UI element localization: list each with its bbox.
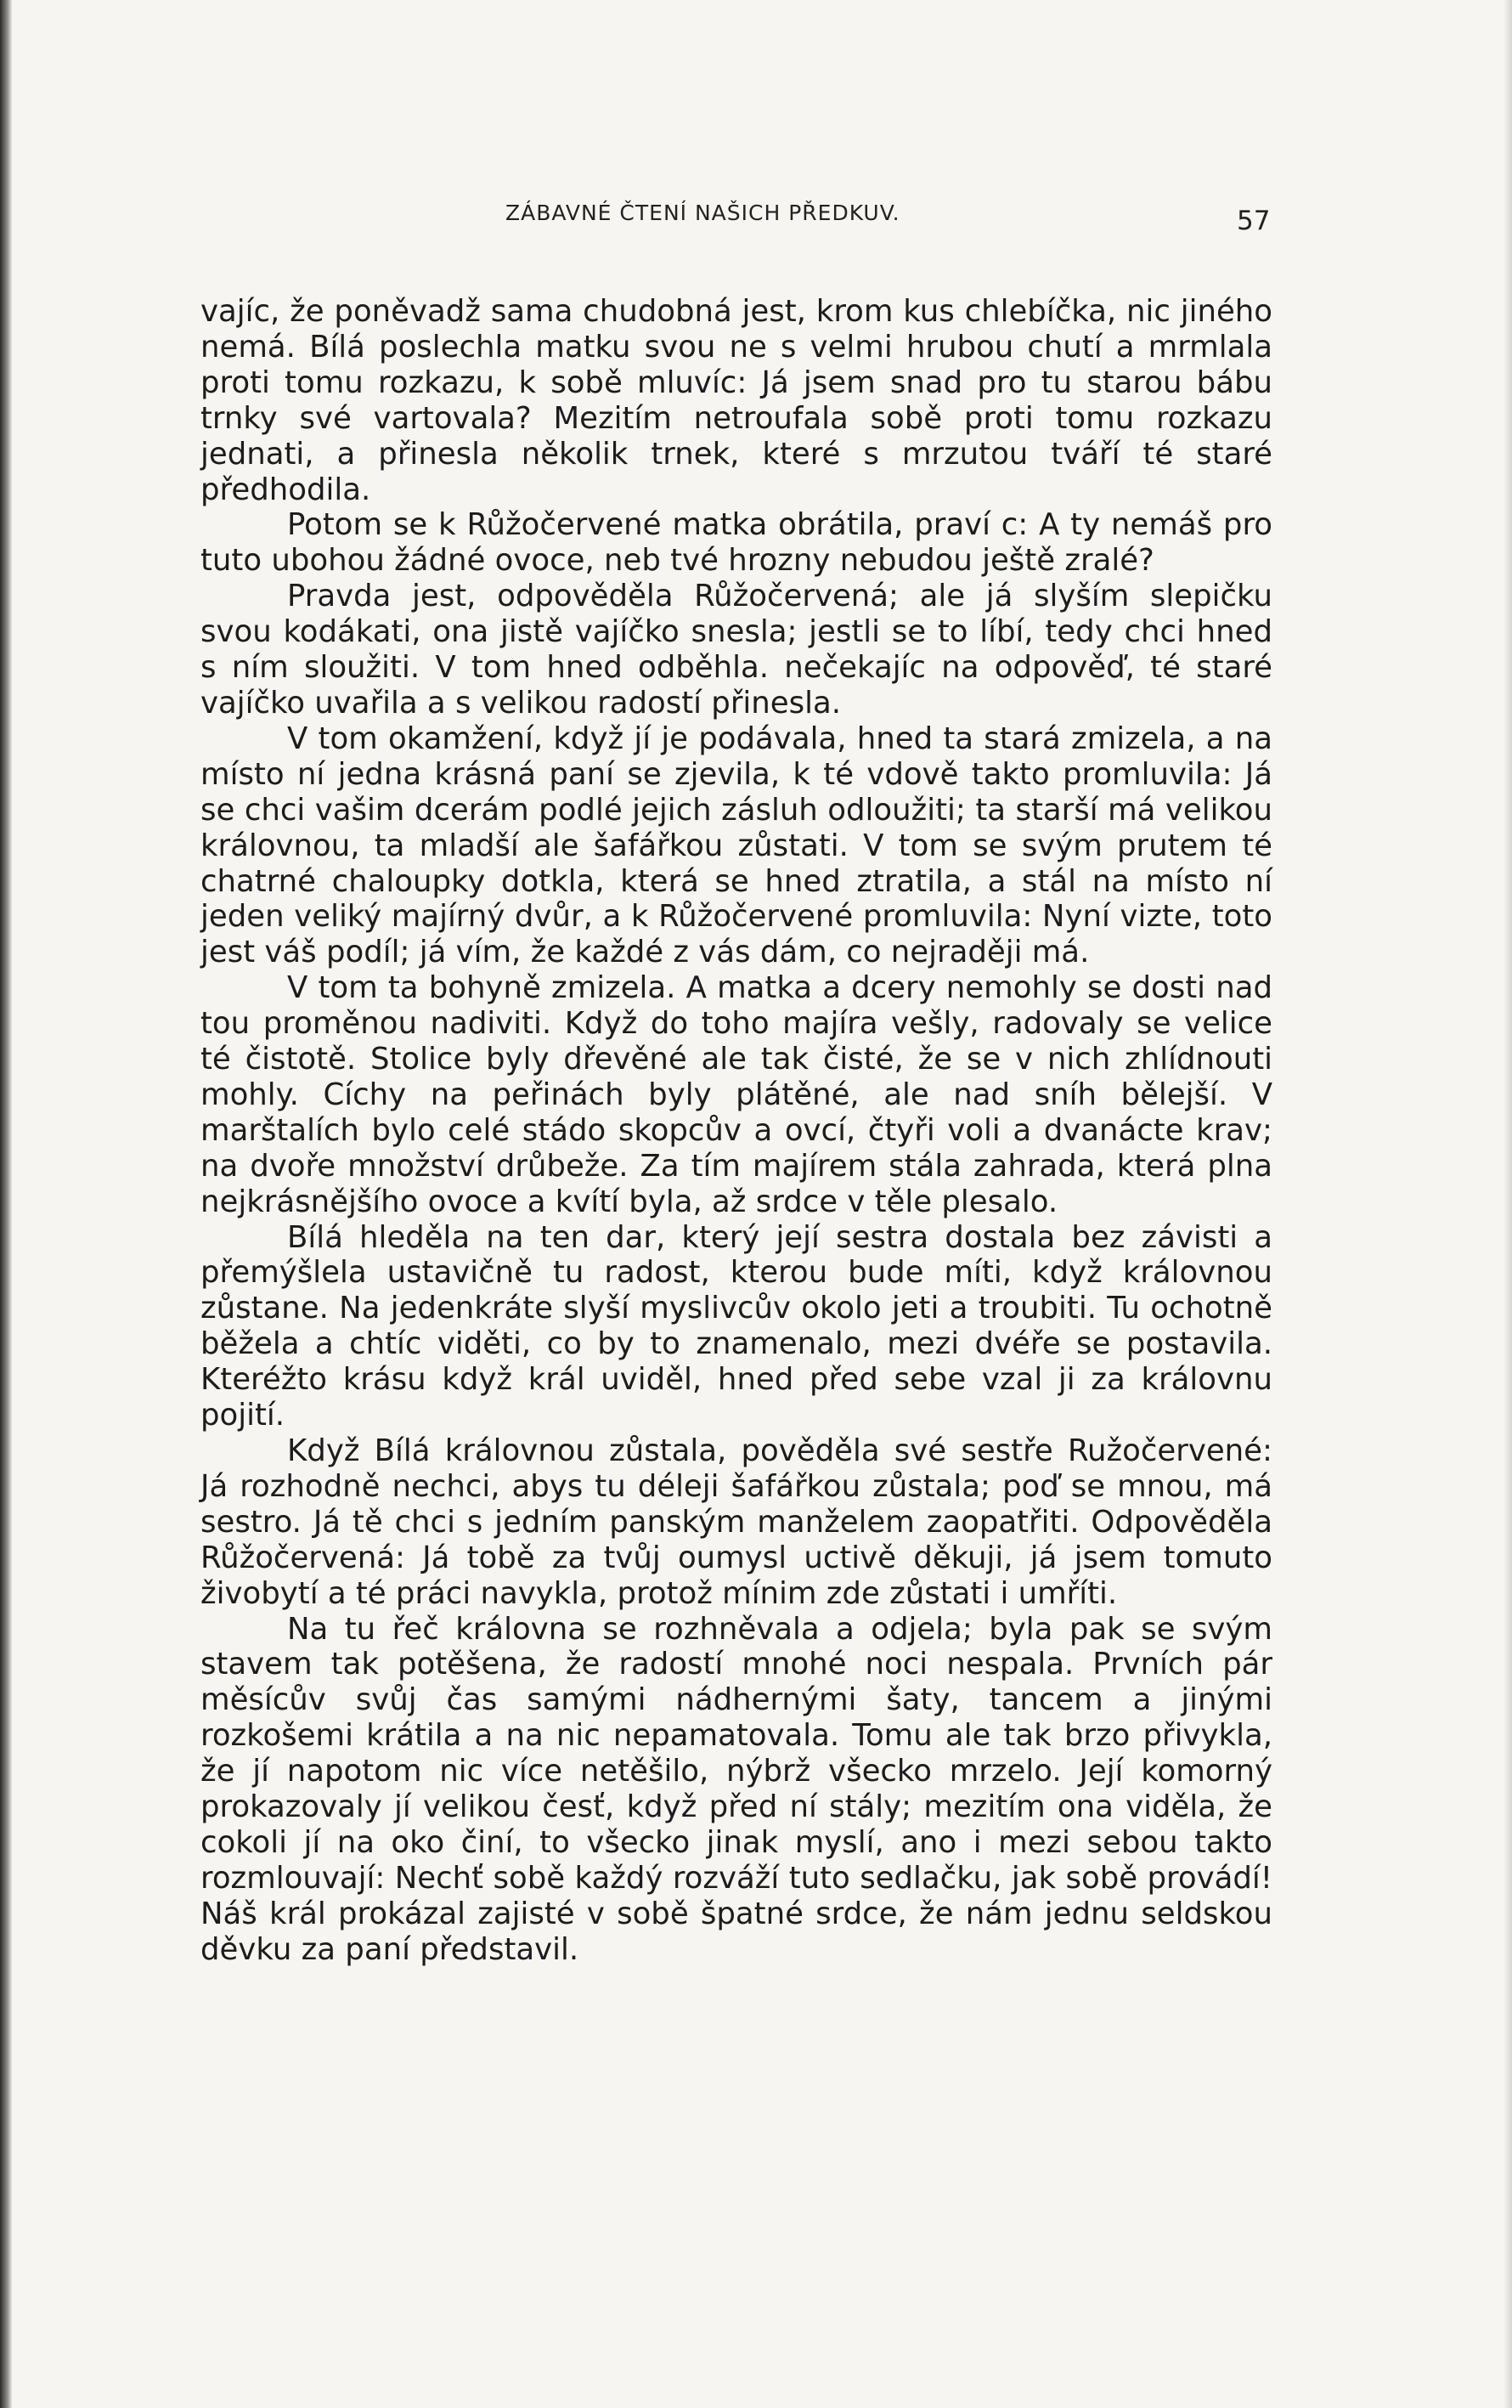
paragraph: Bílá hleděla na ten dar, který její sestra dostala bez závisti a přemýšlela ustavičně tu radost, kterou bude míti, když královnou zůstane. Na jedenkráte slyší myslivcův okolo jeti a troubiti. Tu ochotně běžela a chtíc viděti, co by to znamenalo, mezi dvéře se postavila. Kteréžto krásu když král uviděl, hned před sebe vzal ji za královnu pojití. xyxy=(200,1219,1272,1433)
scan-shadow-right xyxy=(1504,0,1512,2408)
body-text xyxy=(200,294,1272,1968)
paragraph: vajíc, že poněvadž sama chudobná jest, krom kus chlebíčka, nic jiného nemá. Bílá poslechla matku svou ne s velmi hrubou chutí a mrmlala proti tomu rozkazu, k sobě mluvíc: Já jsem snad pro tu starou bábu trnky své vartovala? Mezitím netroufala sobě proti tomu rozkazu jednati, a přinesla několik trnek, které s mrzutou tváří té staré předhodila. xyxy=(200,294,1272,507)
paragraph: Pravda jest, odpověděla Růžočervená; ale já slyším slepičku svou kodákati, ona jistě vajíčko snesla; jestli se to líbí, tedy chci hned s ním sloužiti. V tom hned odběhla. nečekajíc na odpověď, té staré vajíčko uvařila a s velikou radostí přinesla. xyxy=(200,579,1272,721)
scan-shadow-left xyxy=(0,0,12,2408)
paragraph: V tom ta bohyně zmizela. A matka a dcery nemohly se dosti nad tou proměnou nadiviti. Když do toho majíra vešly, radovaly se velice té čistotě. Stolice byly dřevěné ale tak čisté, že se v nich zhlídnouti mohly. Cíchy na peřinách byly plátěné, ale nad sníh bělejší. V marštalích bylo celé stádo skopcův a ovcí, čtyři voli a dvanácte krav; na dvoře množství drůbeže. Za tím majírem stála zahrada, která plna nejkrásnějšího ovoce a kvítí byla, až srdce v těle plesalo. xyxy=(200,970,1272,1219)
paragraph: Na tu řeč královna se rozhněvala a odjela; byla pak se svým stavem tak potěšena, že radostí mnohé noci nespala. Prvních pár měsícův svůj čas samými nádhernými šaty, tancem a jinými rozkošemi krátila a na nic nepamatovala. Tomu ale tak brzo přivykla, že jí napotom nic více netěšilo, nýbrž všecko mrzelo. Její komorný prokazovaly jí velikou česť, když před ní stály; mezitím ona viděla, že cokoli jí na oko činí, to všecko jinak myslí, ano i mezi sebou takto rozmlouvají: Nechť sobě každý rozváží tuto sedlačku, jak sobě provádí! Náš král prokázal zajisté v sobě špatné srdce, že nám jednu seldskou děvku za paní představil. xyxy=(200,1611,1272,1967)
running-head: ZÁBAVNÉ ČTENÍ NAŠICH PŘEDKUV. xyxy=(505,201,900,225)
paragraph: Když Bílá královnou zůstala, pověděla své sestře Ružočervené: Já rozhodně nechci, abys tu déleji šafářkou zůstala; poď se mnou, má sestro. Já tě chci s jedním panským manželem zaopatřiti. Odpověděla Růžočervená: Já tobě za tvůj oumysl uctivě děkuji, já jsem tomuto živobytí a té práci navykla, protož mínim zde zůstati i umříti. xyxy=(200,1433,1272,1611)
page-number: 57 xyxy=(1237,206,1271,236)
paragraph: Potom se k Růžočervené matka obrátila, praví c: A ty nemáš pro tuto ubohou žádné ovoce, neb tvé hrozny nebudou ještě zralé? xyxy=(200,507,1272,579)
paragraph: V tom okamžení, když jí je podávala, hned ta stará zmizela, a na místo ní jedna krásná paní se zjevila, k té vdově takto promluvila: Já se chci vašim dcerám podlé jejich zásluh odloužiti; ta starší má velikou královnou, ta mladší ale šafářkou zůstati. V tom se svým prutem té chatrné chaloupky dotkla, která se hned ztratila, a stál na místo ní jeden veliký majírný dvůr, a k Růžočervené promluvila: Nyní vizte, toto jest váš podíl; já vím, že každé z vás dám, co nejraději má. xyxy=(200,721,1272,970)
